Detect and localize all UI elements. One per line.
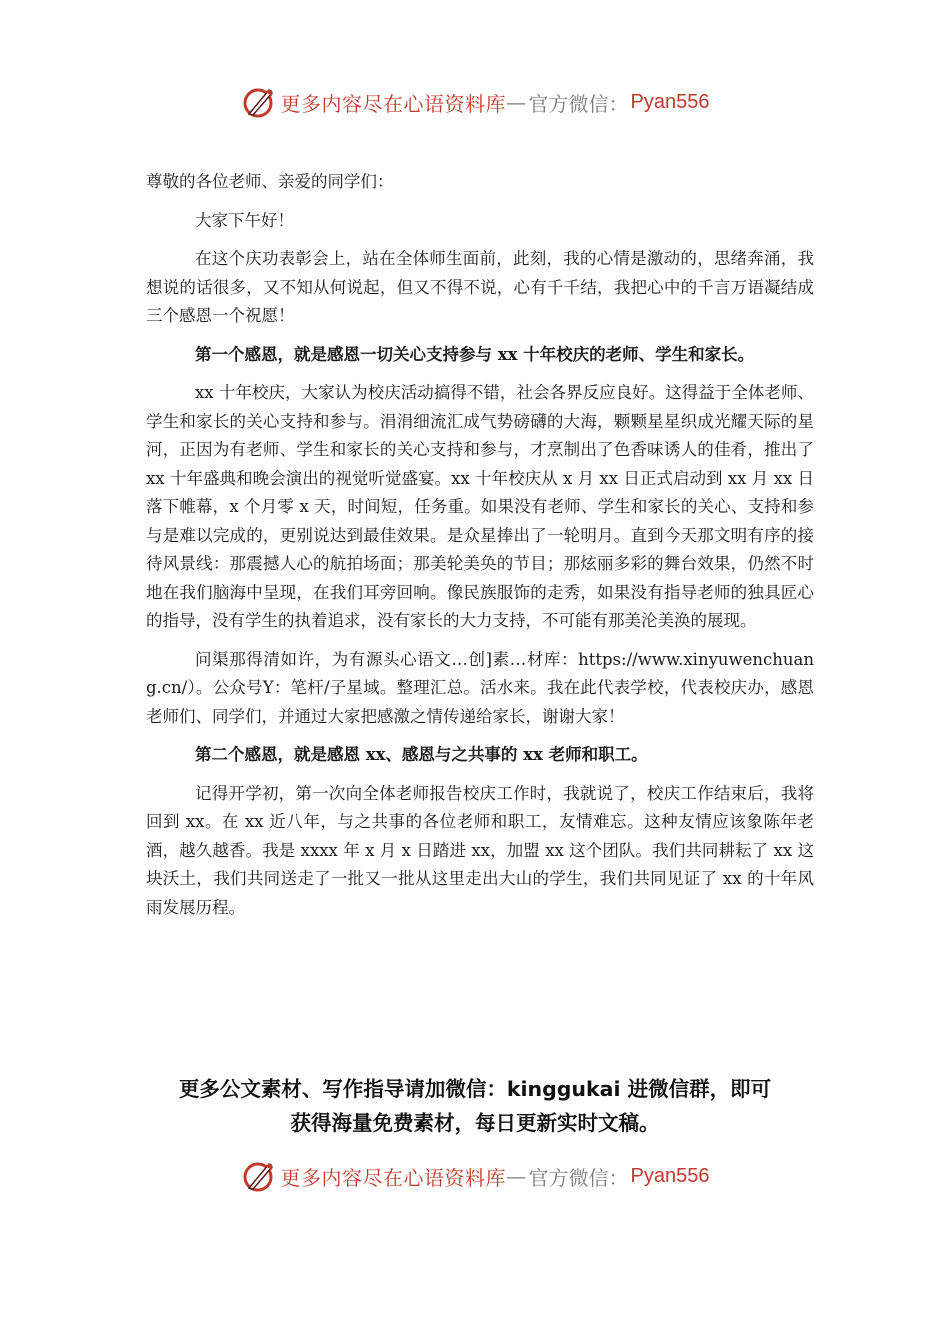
document-body <box>146 168 814 922</box>
intro-paragraph: 在这个庆功表彰会上，站在全体师生面前，此刻，我的心情是激动的，思绪奔涌，我想说的话很多，又不知从何说起，但又不得不说，心有千千结，我把心中的千言万语凝结成三个感恩一个祝愿！ <box>146 249 814 325</box>
body-paragraph-1: xx 十年校庆，大家认为校庆活动搞得不错，社会各界反应良好。这得益于全体老师、学生和家长的关心支持和参与。涓涓细流汇成气势磅礴的大海，颗颗星星织成光耀天际的星河，正因为有老师、学生和家长的关心支持和参与，才烹制出了色香味诱人的佳肴，推出了 xx 十年盛典和晚会演出的视觉听觉盛宴。xx 十年校庆从 x 月 xx 日正式启动到 xx 月 xx 日落下帷幕，x 个月零 x 天，时间短，任务重。如果没有老师、学生和家长的关心、支持和参与是难以完成的，更别说达到最佳效果。是众星捧出了一轮明月。直到今天那文明有序的接待风景线：那震撼人心的航拍场面；那美轮美奂的节目；那炫丽多彩的舞台效果，仍然不时地在我们脑海中呈现，在我们耳旁回响。像民族服饰的走秀，如果没有指导老师的独具匠心的指导，没有学生的执着追求，没有家长的大力支持，不可能有那美沦美涣的展现。 <box>146 383 814 630</box>
promo-notice <box>120 1072 830 1140</box>
body-paragraph-2: 问渠那得清如许，为有源头心语文…创]素…材库：https://www.xinyuwenchuang.cn/）。公众号Y：笔杆/子星域。整理汇总。活水来。我在此代表学校，代表校庆办，感恩老师们、同学们，并通过大家把感激之情传递给家长，谢谢大家！ <box>146 649 814 726</box>
banner-wechat-label: 官方微信： <box>528 91 629 116</box>
section-heading-2: 第二个感恩，就是感恩 xx、感恩与之共事的 xx 老师和职工。 <box>195 745 648 764</box>
salutation: 尊敬的各位老师、亲爱的同学们： <box>146 172 394 191</box>
banner-wechat-id: Pyan556 <box>630 90 710 113</box>
section-heading-1: 第一个感恩，就是感恩一切关心支持参与 xx 十年校庆的老师、学生和家长。 <box>195 344 755 364</box>
body-paragraph-3: 记得开学初，第一次向全体老师报告校庆工作时，我就说了，校庆工作结束后，我将回到 xx。在 xx 近八年，与之共事的各位老师和职工，友情难忘。这种友情应该象陈年老酒，越久越香。我是 xxxx 年 x 月 x 日踏进 xx，加盟 xx 这个团队。我们共同耕耘了 xx 这块沃土，我们共同送走了一批又一批从这里走出大山的学生，我们共同见证了 xx 的十年风雨发展历程。 <box>146 783 814 917</box>
promo-line-1: 更多公文素材、写作指导请加微信：kinggukai 进微信群，即可 <box>178 1077 772 1101</box>
banner-separator: — <box>506 1164 527 1188</box>
promo-line-2: 获得海量免费素材，每日更新实时文稿。 <box>290 1111 660 1135</box>
header-banner <box>0 82 950 122</box>
banner-separator: — <box>506 90 527 114</box>
banner-wechat-id: Pyan556 <box>630 1164 710 1187</box>
banner-site-text: 更多内容尽在心语资料库 <box>280 1165 507 1190</box>
greeting: 大家下午好！ <box>195 210 294 230</box>
banner-wechat-label: 官方微信： <box>528 1165 629 1190</box>
banner-site-text: 更多内容尽在心语资料库 <box>280 91 507 116</box>
footer-banner <box>0 1156 950 1196</box>
quill-logo-icon <box>241 84 277 120</box>
quill-logo-icon <box>241 1158 277 1194</box>
